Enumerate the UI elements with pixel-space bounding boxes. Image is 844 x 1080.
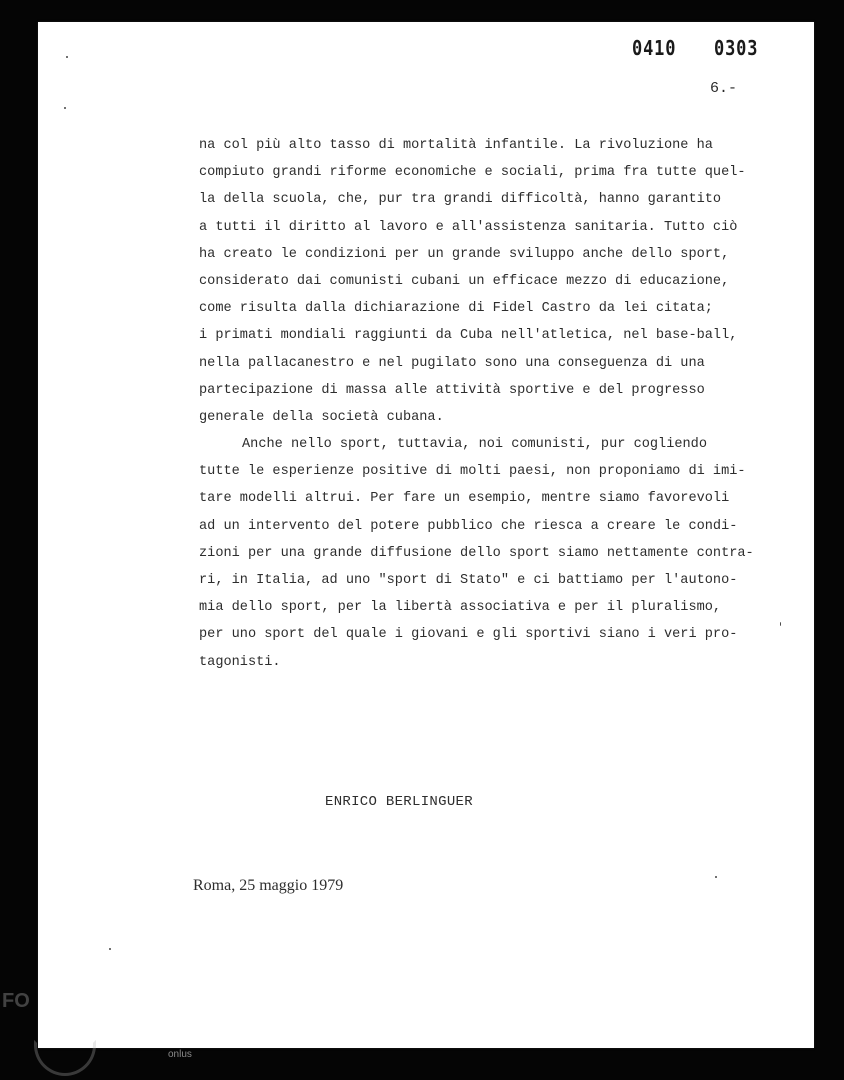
text-line: a tutti il diritto al lavoro e all'assistenza sanitaria. Tutto ciò <box>199 219 738 235</box>
paper-speck <box>780 622 781 626</box>
letter-body <box>199 132 759 676</box>
text-line: Anche nello sport, tuttavia, noi comunisti, pur cogliendo <box>242 437 707 453</box>
page-number: 6.- <box>710 80 738 97</box>
archive-code-stamp: 0410 <box>632 36 677 60</box>
text-line: nella pallacanestro e nel pugilato sono una conseguenza di una <box>199 355 705 371</box>
paper-speck <box>715 876 717 878</box>
text-line: ri, in Italia, ad uno "sport di Stato" e ci battiamo per l'autono- <box>199 573 738 588</box>
text-line: zioni per una grande diffusione dello sport siamo nettamente contra- <box>199 545 754 561</box>
text-line: per uno sport del quale i giovani e gli sportivi siano i veri pro- <box>199 627 738 643</box>
text-line: la della scuola, che, pur tra grandi difficoltà, hanno garantito <box>199 192 722 208</box>
watermark-text: onlus <box>168 1049 192 1060</box>
text-line: mia dello sport, per la libertà associativa e per il pluralismo, <box>199 600 722 616</box>
text-line: na col più alto tasso di mortalità infantile. La rivoluzione ha <box>199 138 713 153</box>
document-page <box>38 22 814 1048</box>
paper-speck <box>66 56 68 58</box>
text-line: ha creato le condizioni per un grande sviluppo anche dello sport, <box>199 246 730 262</box>
text-line: tare modelli altrui. Per fare un esempio, mentre siamo favorevoli <box>199 491 730 507</box>
text-line: i primati mondiali raggiunti da Cuba nell'atletica, nel base-ball, <box>199 328 738 344</box>
text-line: partecipazione di massa alle attività sportive e del progresso <box>199 382 705 398</box>
text-line: come risulta dalla dichiarazione di Fidel Castro da lei citata; <box>199 301 713 317</box>
text-line: generale della società cubana. <box>199 409 444 425</box>
archive-code-stamp: 0303 <box>714 36 759 60</box>
signature: ENRICO BERLINGUER <box>325 794 473 810</box>
text-line: considerato dai comunisti cubani un efficace mezzo di educazione, <box>199 273 730 289</box>
text-line: tutte le esperienze positive di molti paesi, non proponiamo di imi- <box>199 464 746 480</box>
watermark-text: FO <box>2 990 30 1012</box>
paper-speck <box>109 948 111 950</box>
text-line: ad un intervento del potere pubblico che riesca a creare le condi- <box>199 518 738 534</box>
paper-speck <box>64 107 66 109</box>
dateline: Roma, 25 maggio 1979 <box>193 877 344 894</box>
text-line: compiuto grandi riforme economiche e sociali, prima fra tutte quel- <box>199 165 746 181</box>
text-line: tagonisti. <box>199 654 281 670</box>
watermark-logo-icon <box>34 1040 96 1076</box>
